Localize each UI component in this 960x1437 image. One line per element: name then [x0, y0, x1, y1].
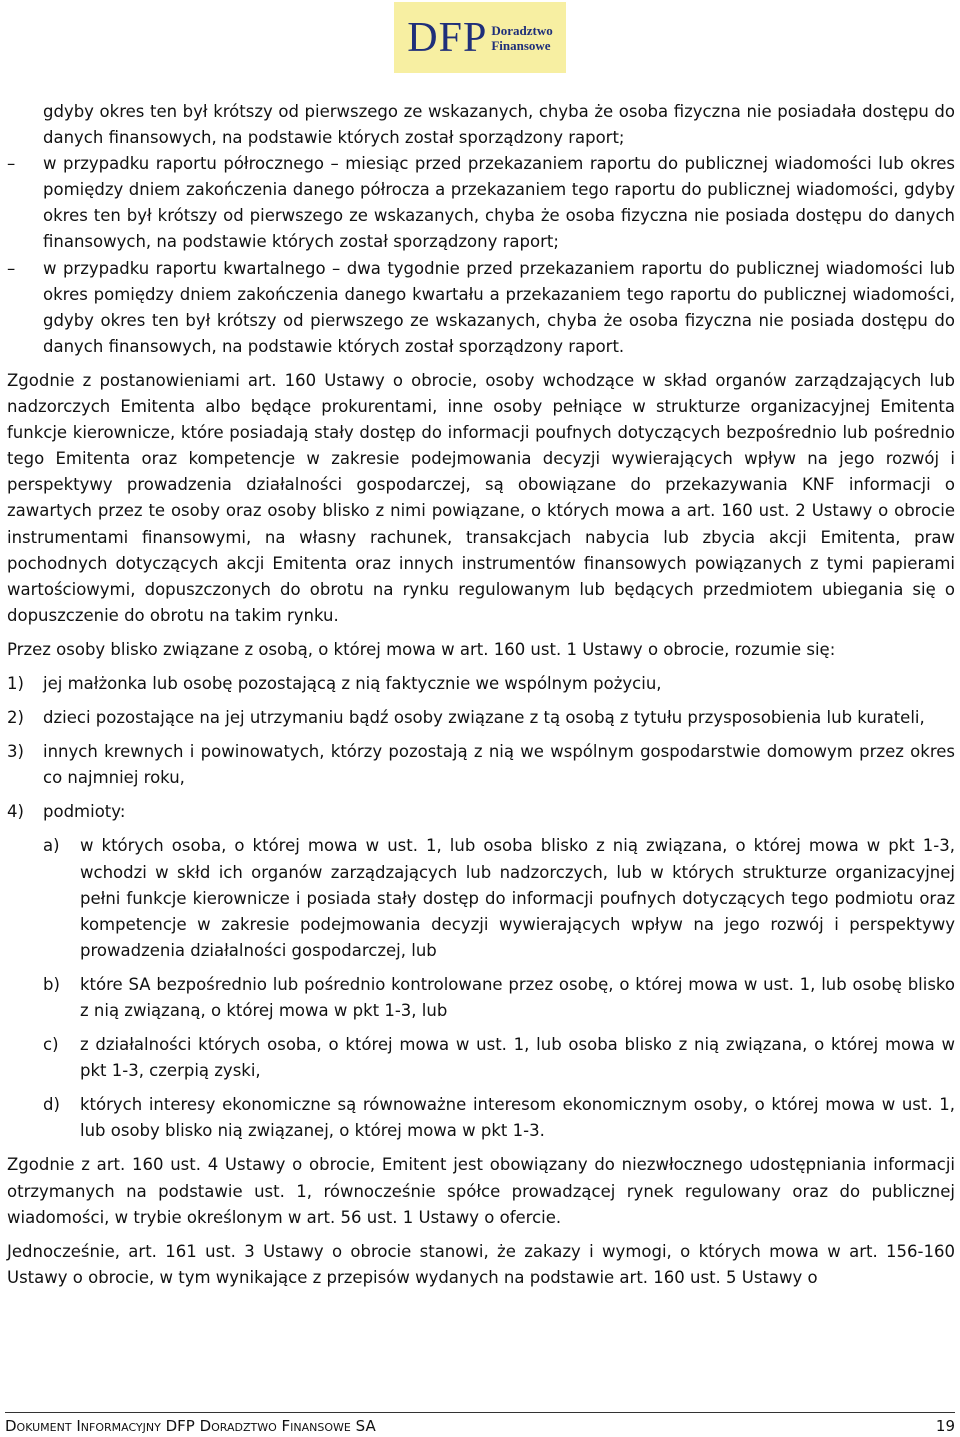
dash-item	[7, 256, 955, 360]
item-text: które SA bezpośrednio lub pośrednio kontrolowane przez osobę, o której mowa w ust. 1, lub osobę blisko z nią związaną, o której mowa w pkt 1-3, lub	[80, 974, 955, 1020]
item-text: jej małżonka lub osobę pozostającą z nią faktycznie we wspólnym pożyciu,	[43, 673, 662, 693]
item-number: 1)	[7, 673, 24, 693]
dash-item-text: w przypadku raportu półrocznego – miesiąc przed przekazaniem raportu do publicznej wiadomości lub okres pomiędzy dniem zakończenia danego półrocza a przekazaniem tego raportu do publicznej wiadomości, gdyby okres ten był krótszy od pierwszego ze wskazanych, chyba że osoba fizyczna nie posiada dostępu do danych finansowych, na podstawie których został sporządzony raport;	[43, 154, 955, 252]
item-text: z działalności których osoba, o której mowa w ust. 1, lub osoba blisko z nią związana, o której mowa w pkt 1-3, czerpią zyski,	[80, 1035, 955, 1081]
item-text: w których osoba, o której mowa w ust. 1, lub osoba blisko z nią związana, o której mowa w pkt 1-3, wchodzi w skłd ich organów zarządzających lub nadzorczych, lub w których strukturze organizacyjnej pełni funkcje kierownicze i posiada stały dostęp do informacji poufnych dotyczących tego podmiotu oraz kompetencje w zakresie podejmowania decyzji wywierających wpływ na jego rozwój i perspektywy prowadzenia działalności gospodarczej, lub	[80, 836, 955, 960]
page-footer	[5, 1412, 955, 1435]
paragraph: Jednocześnie, art. 161 ust. 3 Ustawy o obrocie stanowi, że zakazy i wymogi, o których mowa w art. 156-160 Ustawy o obrocie, w tym wynikające z przepisów wydanych na podstawie art. 160 ust. 5 Ustawy o	[7, 1241, 955, 1287]
numbered-item	[7, 799, 955, 825]
item-text: podmioty:	[43, 802, 126, 822]
document-body	[7, 99, 955, 1291]
dash-item-text: w przypadku raportu kwartalnego – dwa tygodnie przed przekazaniem raportu do publicznej wiadomości lub okres pomiędzy dniem zakończenia danego kwartału a przekazaniem tego raportu do publicznej wiadomości, gdyby okres ten był krótszy od pierwszego ze wskazanych, chyba że osoba fizyczna nie posiada dostępu do danych finansowych, na podstawie których został sporządzony raport.	[43, 258, 955, 356]
logo-sub-line1: Doradztwo	[491, 22, 553, 38]
paragraph: Zgodnie z art. 160 ust. 4 Ustawy o obrocie, Emitent jest obowiązany do niezwłocznego udostępniania informacji otrzymanych na podstawie ust. 1, równocześnie spółce prowadzącej rynek regulowany oraz do publicznej wiadomości, w trybie określonym w art. 56 ust. 1 Ustawy o ofercie.	[7, 1155, 955, 1227]
item-letter: d)	[43, 1095, 60, 1115]
item-number: 2)	[7, 708, 24, 728]
item-text: których interesy ekonomiczne są równoważne interesom ekonomicznym osoby, o której mowa w ust. 1, lub osoby blisko nią związanej, o której mowa w pkt 1-3.	[80, 1095, 955, 1141]
dash-marker: –	[7, 258, 16, 278]
page-number: 19	[935, 1417, 955, 1435]
numbered-item	[7, 739, 955, 791]
company-logo	[394, 2, 566, 73]
lettered-item	[7, 1032, 955, 1084]
logo-sub-text	[491, 23, 552, 53]
paragraph: Zgodnie z postanowieniami art. 160 Ustawy o obrocie, osoby wchodzące w skład organów zarządzających lub nadzorczych Emitenta albo będące prokurentami, inne osoby pełniące w strukturze organizacyjnej Emitenta funkcje kierownicze, które posiadają stały dostęp do informacji poufnych dotyczących bezpośrednio lub pośrednio tego Emitenta oraz kompetencje w zakresie podejmowania decyzji wywierających wpływ na jego rozwój i perspektywy prowadzenia działalności gospodarczej, są obowiązane do przekazywania KNF informacji o zawartych przez te osoby oraz osoby blisko z nimi powiązane, o których mowa a art. 160 ust. 2 Ustawy o obrocie instrumentami finansowymi, na własny rachunek, transakcjach nabycia lub zbycia akcji Emitenta, praw pochodnych dotyczących akcji Emitenta oraz innych instrumentów finansowych powiązanych z tymi papierami wartościowymi, dopuszczonych do obrotu na rynku regulowanym lub będących przedmiotem ubiegania się o dopuszczenie do obrotu na takim rynku.	[7, 370, 955, 625]
paragraph: Przez osoby blisko związane z osobą, o której mowa w art. 160 ust. 1 Ustawy o obrocie, rozumie się:	[7, 639, 836, 659]
item-text: innych krewnych i powinowatych, którzy pozostają z nią we wspólnym gospodarstwie domowym przez okres co najmniej roku,	[43, 742, 955, 788]
dash-item	[7, 151, 955, 255]
lettered-item	[7, 1092, 955, 1144]
logo-sub-line2: Finansowe	[491, 37, 551, 53]
footer-title: Dokument Informacyjny DFP Doradztwo Finansowe SA	[5, 1417, 376, 1435]
item-number: 3)	[7, 742, 24, 762]
item-text: dzieci pozostające na jej utrzymaniu bądź osoby związane z tą osobą z tytułu przysposobienia lub kurateli,	[43, 708, 925, 728]
logo-main-text: DFP	[407, 14, 488, 61]
numbered-item	[7, 705, 955, 731]
numbered-item	[7, 671, 955, 697]
item-letter: c)	[43, 1035, 59, 1055]
item-letter: a)	[43, 836, 60, 856]
dash-marker: –	[7, 154, 16, 174]
item-number: 4)	[7, 802, 24, 822]
item-letter: b)	[43, 974, 60, 994]
lettered-item	[7, 972, 955, 1024]
lettered-item	[7, 833, 955, 963]
continued-text: gdyby okres ten był krótszy od pierwszego ze wskazanych, chyba że osoba fizyczna nie posiadała dostępu do danych finansowych, na podstawie których został sporządzony raport;	[43, 102, 955, 148]
